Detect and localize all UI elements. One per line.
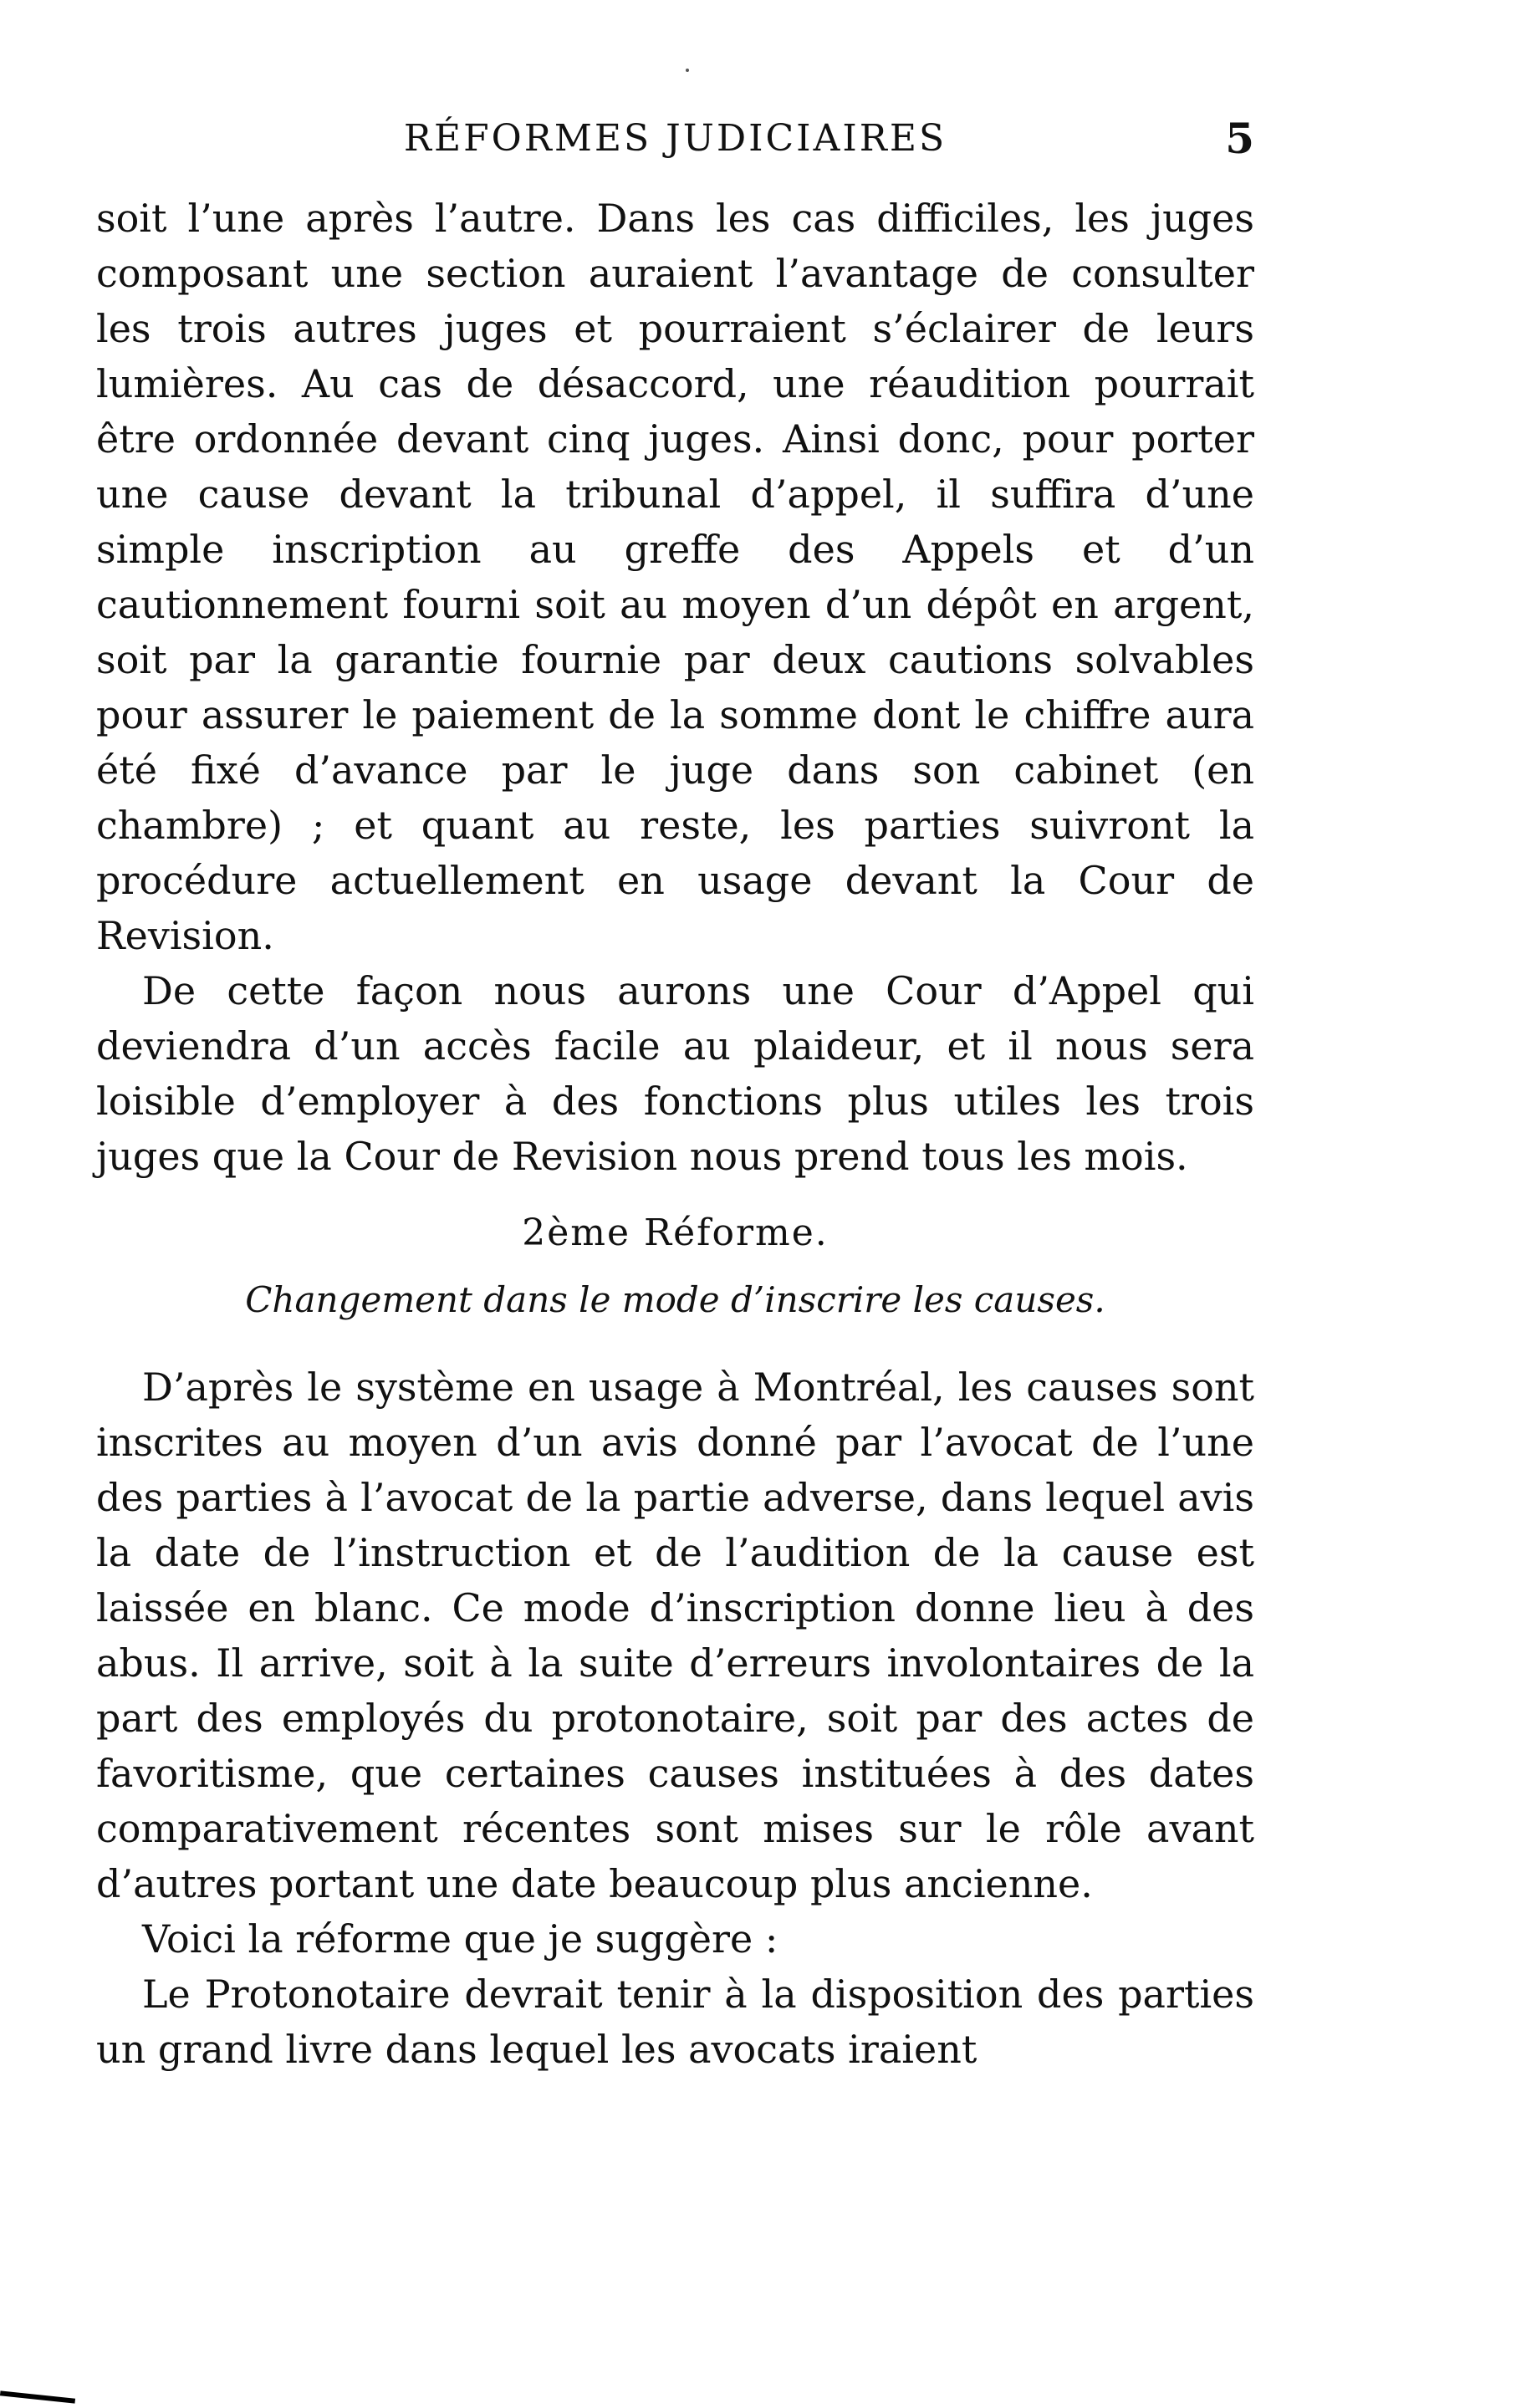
section-subheading: Changement dans le mode d’inscrire les causes. — [245, 1279, 1105, 1320]
running-head — [96, 114, 1254, 167]
page-number: 5 — [1225, 114, 1254, 163]
body-text — [96, 191, 1254, 2077]
page-edge-mark — [0, 2390, 75, 2403]
ink-speck — [686, 69, 689, 72]
section-heading: 2ème Réforme. — [522, 1212, 829, 1254]
paragraph-continued: soit l’une après l’autre. Dans les cas difficiles, les juges composant une section auraient l’avantage de consulter les trois autres juges et pourraient s’éclairer de leurs lumières. Au cas de désaccord, une réaudition pourrait être ordonnée devant cinq juges. Ainsi donc, pour porter une cause devant la tribunal d’appel, il suffira d’une simple inscription au greffe des Appels et d’un cautionnement fourni soit au moyen d’un dépôt en argent, soit par la garantie fournie par deux cautions solvables pour assurer le paiement de la somme dont le chiffre aura été fixé d’avance par le juge dans son cabinet (en chambre) ; et quant au reste, les parties suivront la procédure actuellement en usage devant la Cour de Revision. — [96, 196, 1254, 958]
paragraph: D’après le système en usage à Montréal, les causes sont inscrites au moyen d’un avis donné par l’avocat de l’une des parties à l’avocat de la partie adverse, dans lequel avis la date de l’instruction et de l’audition de la cause est laissée en blanc. Ce mode d’inscription donne lieu à des abus. Il arrive, soit à la suite d’erreurs involontaires de la part des employés du protonotaire, soit par des actes de favoritisme, que certaines causes instituées à des dates comparativement récentes sont mises sur le rôle avant d’autres portant une date beaucoup plus ancienne. — [96, 1365, 1254, 1906]
paragraph: Voici la réforme que je suggère : — [142, 1916, 778, 1962]
paragraph: Le Protonotaire devrait tenir à la disposition des parties un grand livre dans lequel les avocats iraient — [96, 1972, 1254, 2072]
running-title: RÉFORMES JUDICIAIRES — [403, 117, 947, 160]
paragraph: De cette façon nous aurons une Cour d’Appel qui deviendra d’un accès facile au plaideur, et il nous sera loisible d’employer à des fonctions plus utiles les trois juges que la Cour de Revision nous prend tous les mois. — [96, 968, 1254, 1179]
